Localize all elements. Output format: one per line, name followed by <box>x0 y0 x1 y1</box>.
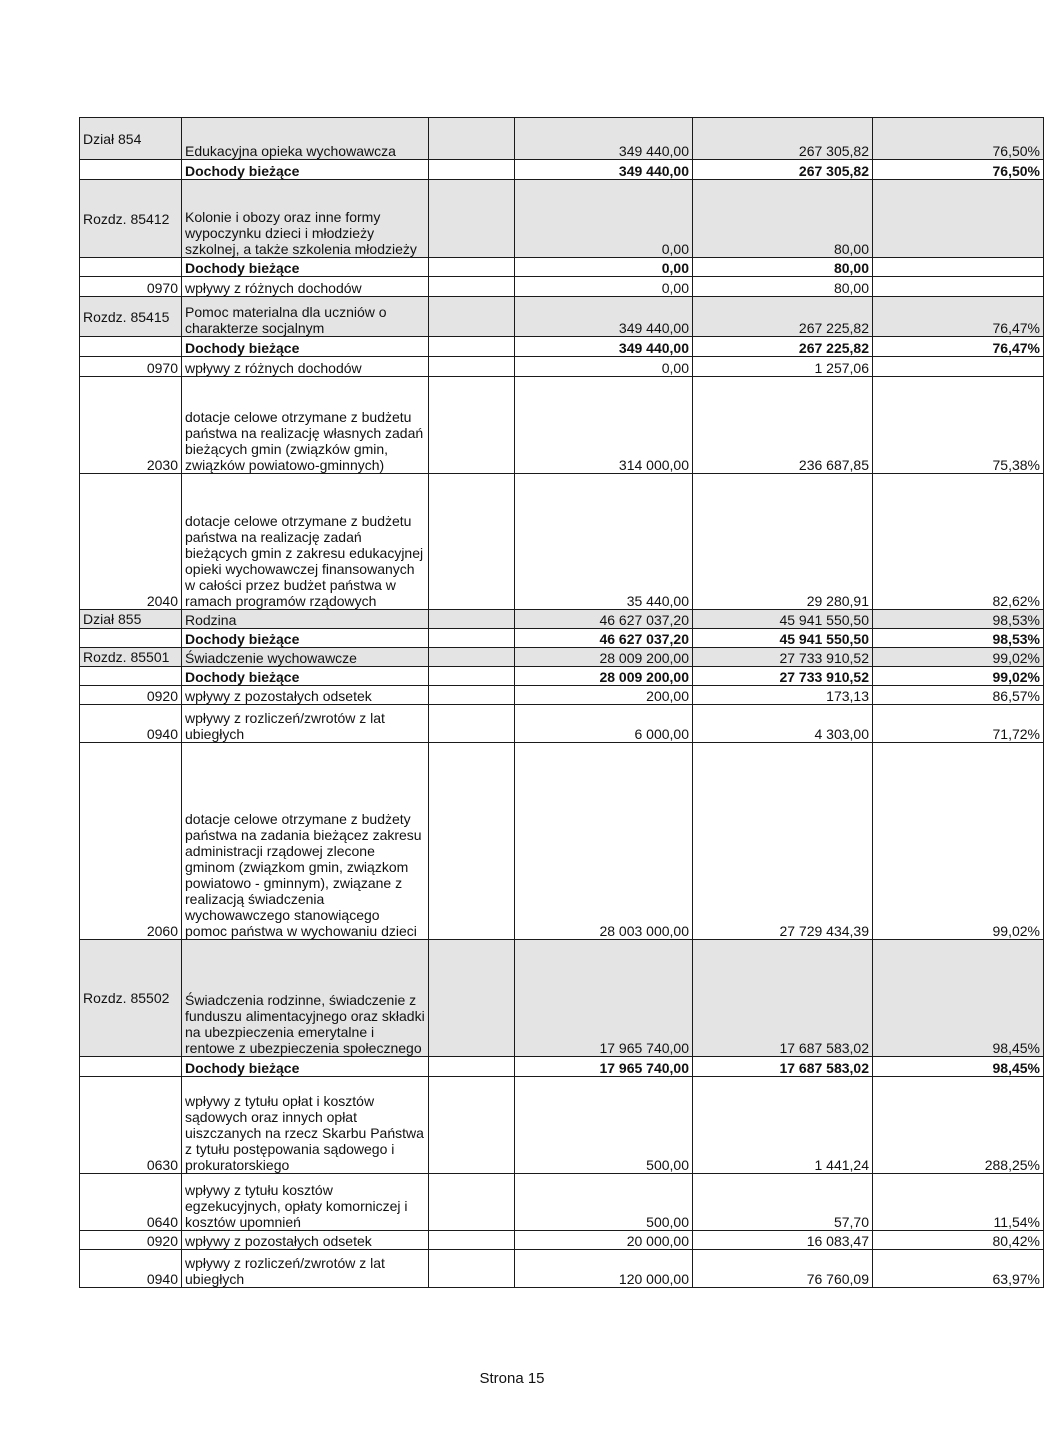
table-row <box>80 357 1044 377</box>
execution-percent: 11,54% <box>873 1174 1044 1231</box>
table-row <box>80 648 1044 667</box>
table-row <box>80 258 1044 277</box>
planned-amount: 0,00 <box>515 357 693 377</box>
execution-percent: 98,53% <box>873 610 1044 629</box>
table-row <box>80 705 1044 743</box>
executed-amount: 80,00 <box>693 180 873 258</box>
planned-amount: 46 627 037,20 <box>515 629 693 648</box>
execution-percent: 82,62% <box>873 474 1044 610</box>
execution-percent: 76,47% <box>873 337 1044 357</box>
table-row <box>80 1057 1044 1077</box>
planned-amount: 46 627 037,20 <box>515 610 693 629</box>
planned-amount: 349 440,00 <box>515 337 693 357</box>
empty-cell <box>429 160 515 180</box>
item-name: dotacje celowe otrzymane z budżetu państwa na realizację własnych zadań bieżących gmin (związków gmin, związków powiatowo-gminnych) <box>182 377 429 474</box>
executed-amount: 267 225,82 <box>693 297 873 337</box>
planned-amount: 349 440,00 <box>515 297 693 337</box>
execution-percent: 76,50% <box>873 160 1044 180</box>
classification-code: Rozdz. 85415 <box>80 297 182 337</box>
empty-cell <box>429 337 515 357</box>
item-name: dotacje celowe otrzymane z budżety państwa na zadania bieżącez zakresu administracji rządowej zlecone gminom (związkom gmin, związkom powiatowo - gminnym), związane z realizacją świadczenia wychowawczego stanowiącego pomoc państwa w wychowaniu dzieci <box>182 743 429 940</box>
classification-code: 0640 <box>80 1174 182 1231</box>
executed-amount: 27 733 910,52 <box>693 648 873 667</box>
item-name: Edukacyjna opieka wychowawcza <box>182 118 429 160</box>
execution-percent: 288,25% <box>873 1077 1044 1174</box>
empty-cell <box>429 1231 515 1250</box>
classification-code <box>80 258 182 277</box>
executed-amount: 45 941 550,50 <box>693 629 873 648</box>
planned-amount: 6 000,00 <box>515 705 693 743</box>
execution-percent: 80,42% <box>873 1231 1044 1250</box>
table-row <box>80 180 1044 258</box>
classification-code <box>80 337 182 357</box>
planned-amount: 200,00 <box>515 686 693 705</box>
table-row <box>80 1077 1044 1174</box>
empty-cell <box>429 474 515 610</box>
execution-percent: 98,53% <box>873 629 1044 648</box>
planned-amount: 349 440,00 <box>515 118 693 160</box>
classification-code: 0970 <box>80 357 182 377</box>
empty-cell <box>429 940 515 1057</box>
executed-amount: 267 305,82 <box>693 160 873 180</box>
empty-cell <box>429 277 515 297</box>
item-name: wpływy z pozostałych odsetek <box>182 1231 429 1250</box>
planned-amount: 500,00 <box>515 1174 693 1231</box>
planned-amount: 28 009 200,00 <box>515 667 693 686</box>
empty-cell <box>429 648 515 667</box>
budget-table-body <box>80 118 1044 1288</box>
item-name: Dochody bieżące <box>182 337 429 357</box>
item-name: wpływy z tytułu opłat i kosztów sądowych oraz innych opłat uiszczanych na rzecz Skarbu Państwa z tytułu postępowania sądowego i prokuratorskiego <box>182 1077 429 1174</box>
execution-percent: 98,45% <box>873 1057 1044 1077</box>
item-name: wpływy z rozliczeń/zwrotów z lat ubiegłych <box>182 705 429 743</box>
planned-amount: 120 000,00 <box>515 1250 693 1288</box>
empty-cell <box>429 667 515 686</box>
classification-code: Dział 855 <box>80 610 182 629</box>
page-number: Strona 15 <box>479 1370 545 1387</box>
table-row <box>80 297 1044 337</box>
classification-code: Rozdz. 85412 <box>80 180 182 258</box>
classification-code: Rozdz. 85501 <box>80 648 182 667</box>
classification-code: 0920 <box>80 1231 182 1250</box>
empty-cell <box>429 357 515 377</box>
empty-cell <box>429 180 515 258</box>
empty-cell <box>429 1077 515 1174</box>
classification-code: 0970 <box>80 277 182 297</box>
execution-percent: 86,57% <box>873 686 1044 705</box>
executed-amount: 17 687 583,02 <box>693 940 873 1057</box>
item-name: Rodzina <box>182 610 429 629</box>
execution-percent: 76,47% <box>873 297 1044 337</box>
table-row <box>80 1174 1044 1231</box>
classification-code: Rozdz. 85502 <box>80 940 182 1057</box>
executed-amount: 267 305,82 <box>693 118 873 160</box>
planned-amount: 17 965 740,00 <box>515 940 693 1057</box>
classification-code: 2040 <box>80 474 182 610</box>
execution-percent: 99,02% <box>873 667 1044 686</box>
classification-code: 0940 <box>80 705 182 743</box>
planned-amount: 28 009 200,00 <box>515 648 693 667</box>
empty-cell <box>429 1057 515 1077</box>
executed-amount: 29 280,91 <box>693 474 873 610</box>
item-name: Pomoc materialna dla uczniów o charakterze socjalnym <box>182 297 429 337</box>
executed-amount: 27 729 434,39 <box>693 743 873 940</box>
planned-amount: 0,00 <box>515 180 693 258</box>
empty-cell <box>429 629 515 648</box>
executed-amount: 4 303,00 <box>693 705 873 743</box>
item-name: wpływy z rozliczeń/zwrotów z lat ubiegłych <box>182 1250 429 1288</box>
table-row <box>80 629 1044 648</box>
item-name: wpływy z tytułu kosztów egzekucyjnych, opłaty komorniczej i kosztów upomnień <box>182 1174 429 1231</box>
execution-percent <box>873 357 1044 377</box>
item-name: Dochody bieżące <box>182 160 429 180</box>
planned-amount: 28 003 000,00 <box>515 743 693 940</box>
classification-code <box>80 1057 182 1077</box>
executed-amount: 57,70 <box>693 1174 873 1231</box>
item-name: wpływy z różnych dochodów <box>182 277 429 297</box>
executed-amount: 267 225,82 <box>693 337 873 357</box>
empty-cell <box>429 377 515 474</box>
planned-amount: 500,00 <box>515 1077 693 1174</box>
planned-amount: 35 440,00 <box>515 474 693 610</box>
table-row <box>80 118 1044 160</box>
executed-amount: 1 257,06 <box>693 357 873 377</box>
item-name: Dochody bieżące <box>182 258 429 277</box>
item-name: Kolonie i obozy oraz inne formy wypoczynku dzieci i młodzieży szkolnej, a także szkolenia młodzieży <box>182 180 429 258</box>
executed-amount: 76 760,09 <box>693 1250 873 1288</box>
classification-code <box>80 160 182 180</box>
item-name: Dochody bieżące <box>182 629 429 648</box>
executed-amount: 173,13 <box>693 686 873 705</box>
classification-code: 0940 <box>80 1250 182 1288</box>
table-row <box>80 377 1044 474</box>
execution-percent: 71,72% <box>873 705 1044 743</box>
planned-amount: 17 965 740,00 <box>515 1057 693 1077</box>
execution-percent <box>873 258 1044 277</box>
classification-code: 2060 <box>80 743 182 940</box>
item-name: Świadczenie wychowawcze <box>182 648 429 667</box>
item-name: Dochody bieżące <box>182 667 429 686</box>
planned-amount: 314 000,00 <box>515 377 693 474</box>
planned-amount: 20 000,00 <box>515 1231 693 1250</box>
executed-amount: 80,00 <box>693 258 873 277</box>
execution-percent: 75,38% <box>873 377 1044 474</box>
execution-percent <box>873 180 1044 258</box>
planned-amount: 0,00 <box>515 277 693 297</box>
execution-percent: 99,02% <box>873 743 1044 940</box>
executed-amount: 45 941 550,50 <box>693 610 873 629</box>
item-name: dotacje celowe otrzymane z budżetu państwa na realizację zadań bieżących gmin z zakresu edukacyjnej opieki wychowawczej finansowanych w całości przez budżet państwa w ramach programów rządowych <box>182 474 429 610</box>
executed-amount: 17 687 583,02 <box>693 1057 873 1077</box>
planned-amount: 349 440,00 <box>515 160 693 180</box>
classification-code: Dział 854 <box>80 118 182 160</box>
classification-code: 0630 <box>80 1077 182 1174</box>
executed-amount: 16 083,47 <box>693 1231 873 1250</box>
item-name: Dochody bieżące <box>182 1057 429 1077</box>
item-name: wpływy z pozostałych odsetek <box>182 686 429 705</box>
table-row <box>80 610 1044 629</box>
classification-code <box>80 629 182 648</box>
table-row <box>80 940 1044 1057</box>
table-row <box>80 743 1044 940</box>
executed-amount: 236 687,85 <box>693 377 873 474</box>
item-name: Świadczenia rodzinne, świadczenie z funduszu alimentacyjnego oraz składki na ubezpieczenia emerytalne i rentowe z ubezpieczenia społecznego <box>182 940 429 1057</box>
classification-code <box>80 667 182 686</box>
empty-cell <box>429 297 515 337</box>
empty-cell <box>429 118 515 160</box>
empty-cell <box>429 610 515 629</box>
table-row <box>80 160 1044 180</box>
execution-percent: 76,50% <box>873 118 1044 160</box>
table-row <box>80 686 1044 705</box>
table-row <box>80 1250 1044 1288</box>
table-row <box>80 337 1044 357</box>
empty-cell <box>429 705 515 743</box>
classification-code: 2030 <box>80 377 182 474</box>
empty-cell <box>429 686 515 705</box>
empty-cell <box>429 1250 515 1288</box>
empty-cell <box>429 258 515 277</box>
executed-amount: 80,00 <box>693 277 873 297</box>
table-row <box>80 667 1044 686</box>
executed-amount: 27 733 910,52 <box>693 667 873 686</box>
planned-amount: 0,00 <box>515 258 693 277</box>
budget-table <box>79 117 1044 1288</box>
classification-code: 0920 <box>80 686 182 705</box>
execution-percent: 63,97% <box>873 1250 1044 1288</box>
executed-amount: 1 441,24 <box>693 1077 873 1174</box>
table-row <box>80 277 1044 297</box>
execution-percent: 98,45% <box>873 940 1044 1057</box>
empty-cell <box>429 1174 515 1231</box>
item-name: wpływy z różnych dochodów <box>182 357 429 377</box>
execution-percent <box>873 277 1044 297</box>
empty-cell <box>429 743 515 940</box>
table-row <box>80 474 1044 610</box>
table-row <box>80 1231 1044 1250</box>
execution-percent: 99,02% <box>873 648 1044 667</box>
